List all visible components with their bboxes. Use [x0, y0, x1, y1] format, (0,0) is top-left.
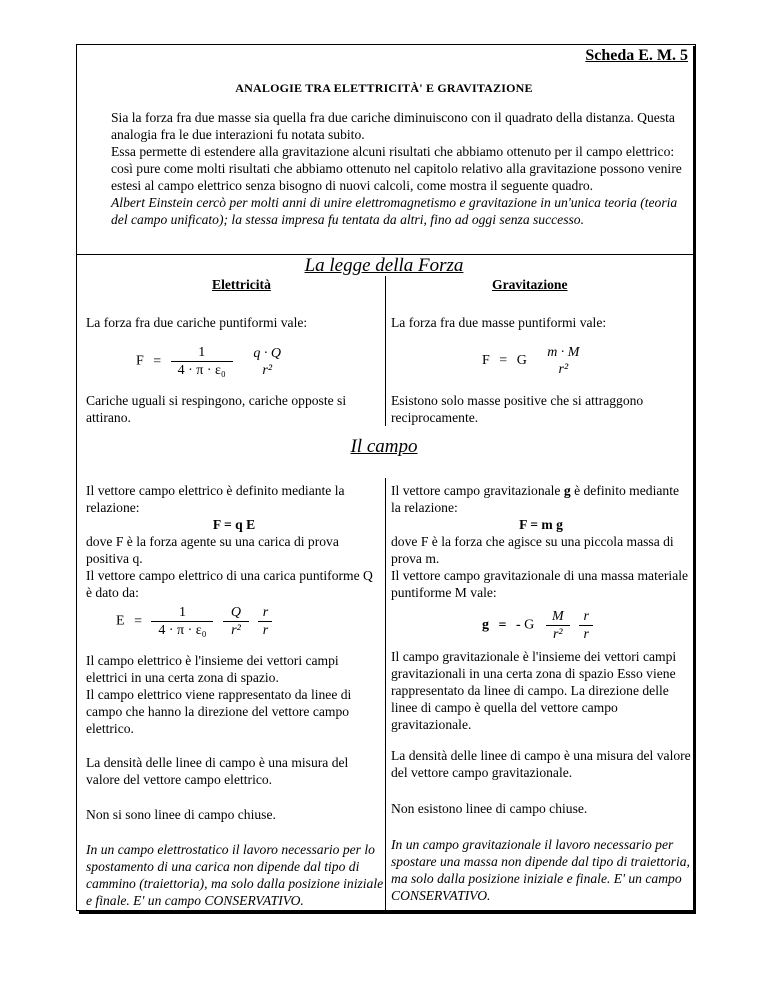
formula-constant: G: [524, 617, 535, 633]
fraction-constant: [171, 344, 233, 379]
field-right-conservative: In un campo gravitazionale il lavoro necessario per spostare una massa non dipende dal tipo di traiettoria, ma solo dalla posizione iniziale e finale. E' un campo CONSERVATIVO.: [391, 837, 690, 903]
intro-paragraph-3: Albert Einstein cercò per molti anni di unire elettromagnetismo e gravitazione in un'unica teoria (teoria del campo unificato); la stessa impresa fu tentata da altri, fino ad oggi senza successo.: [111, 195, 678, 227]
formula-lhs: g: [482, 617, 489, 633]
force-text-gravity: La forza fra due masse puntiformi vale:: [391, 315, 607, 330]
fraction-numerator: r: [262, 605, 269, 620]
formula-equals: =: [499, 353, 508, 369]
fraction-numerator: m · M: [547, 345, 580, 360]
fraction-masses: [540, 344, 586, 378]
column-header-gravitation: Gravitazione: [492, 277, 568, 292]
force-note-gravity: Esistono solo masse positive che si attraggono reciprocamente.: [391, 393, 644, 425]
intro-paragraph-2: Essa permette di estendere alla gravitazione alcuni risultati che abbiamo ottenuto per il campo elettrico: così pure come molti risultati che abbiamo ottenuto nel capitolo relativo alla gravitazione possono venire estesi al campo elettrico senza bisogno di nuovi calcoli, come mostra il seguente quadro.: [111, 144, 682, 193]
field-right-density: La densità delle linee di campo è una misura del valore del vettore campo gravitazionale.: [391, 748, 691, 780]
fraction-denominator: r²: [262, 362, 273, 378]
field-right-paragraph: dove F è la forza che agisce su una piccola massa di prova m.: [391, 534, 674, 566]
fraction-constant: [151, 604, 213, 639]
fraction-numerator: 1: [198, 345, 206, 360]
formula-sign: -: [515, 617, 521, 633]
formula-newton: [482, 344, 586, 378]
fraction-denominator: r²: [546, 625, 570, 643]
fraction-denominator: r²: [223, 621, 249, 639]
field-left-description: [86, 652, 382, 737]
formula-lhs: E: [116, 613, 125, 629]
field-left-paragraph: Il vettore campo elettrico è definito mediante la relazione:: [86, 483, 345, 515]
formula-equals: =: [498, 617, 507, 633]
column-header-electricity: Elettricità: [212, 277, 271, 292]
field-right-closed-lines: Non esistono linee di campo chiuse.: [391, 801, 588, 816]
formula-lhs: F: [482, 353, 490, 369]
fraction-unit-vector: [579, 608, 593, 643]
field-left-paragraph: dove F è la forza agente su una carica di prova positiva q.: [86, 534, 339, 566]
field-left-definition: F = q E: [212, 517, 256, 532]
section-heading-field: Il campo: [350, 436, 418, 457]
formula-equals: =: [134, 613, 142, 629]
page-title: ANALOGIE TRA ELETTRICITÀ' E GRAVITAZIONE: [235, 81, 533, 95]
field-left-paragraph: Il campo elettrico viene rappresentato da linee di campo che hanno la direzione del vettore campo elettrico.: [86, 687, 352, 736]
formula-electric-field: [116, 604, 272, 639]
formula-gravity-field: [482, 608, 593, 643]
fraction-numerator: Q: [230, 605, 242, 620]
fraction-numerator: q · Q: [253, 345, 282, 361]
formula-lhs: F: [136, 353, 144, 369]
fraction-denominator: 4 · π · ε₀: [171, 361, 233, 379]
fraction-charge: [223, 604, 249, 639]
fraction-denominator: r²: [558, 362, 569, 377]
field-left-block: [86, 482, 382, 601]
field-right-block: [391, 482, 691, 601]
field-right-paragraph: Il vettore campo gravitazionale g è definito mediante la relazione:: [391, 483, 680, 515]
field-left-closed-lines: Non si sono linee di campo chiuse.: [86, 807, 276, 822]
formula-coulomb: [136, 344, 290, 379]
frame-shadow-right: [693, 46, 696, 914]
formula-equals: =: [153, 353, 162, 369]
fraction-numerator: 1: [178, 605, 186, 620]
field-right-paragraph: Il vettore campo gravitazionale di una massa materiale puntiforme M vale:: [391, 568, 689, 600]
fraction-denominator: r: [579, 625, 593, 643]
sheet-label: Scheda E. M. 5: [585, 47, 688, 64]
field-right-paragraph: Il campo gravitazionale è l'insieme dei vettori campi gravitazionali in una certa zona di spazio Esso viene rappresentato da linee di campo. La direzione delle linee di campo è quella del vettore campo gravitazionale.: [391, 649, 677, 732]
section-heading-force: La legge della Forza: [304, 255, 464, 276]
field-left-paragraph: Il vettore campo elettrico di una carica puntiforme Q è dato da:: [86, 568, 373, 600]
intro-paragraph-1: Sia la forza fra due masse sia quella fra due cariche diminuiscono con il quadrato della distanza. Questa analogia fra le due interazioni fu notata subito.: [111, 110, 675, 142]
formula-constant: G: [516, 353, 527, 369]
frame-shadow-bottom: [79, 911, 696, 914]
field-right-description: [391, 648, 693, 733]
fraction-charges: [244, 345, 290, 379]
fraction-numerator: r: [583, 609, 589, 624]
fraction-mass: [546, 608, 570, 643]
field-left-paragraph: Il campo elettrico è l'insieme dei vettori campi elettrici in una certa zona di spazio.: [86, 653, 339, 685]
field-left-conservative: In un campo elettrostatico il lavoro necessario per lo spostamento di una carica non dipende dal tipo di cammino (traiettoria), ma solo dalla posizione iniziale e finale. E' un campo CONSERVATIVO.: [86, 842, 384, 908]
field-left-density: La densità delle linee di campo è una misura del valore del vettore campo elettrico.: [86, 755, 349, 787]
force-note-electric: Cariche uguali si respingono, cariche opposte si attirano.: [86, 393, 347, 425]
column-divider-field: [385, 478, 386, 912]
intro-block: [111, 109, 689, 228]
fraction-denominator: r: [258, 621, 272, 639]
fraction-denominator: 4 · π · ε₀: [151, 621, 213, 639]
force-text-electric: La forza fra due cariche puntiformi vale:: [86, 315, 308, 330]
fraction-unit-vector: [258, 604, 272, 639]
column-divider-force: [385, 276, 386, 426]
fraction-numerator: M: [551, 609, 564, 624]
field-right-definition: F = m g: [519, 517, 563, 532]
